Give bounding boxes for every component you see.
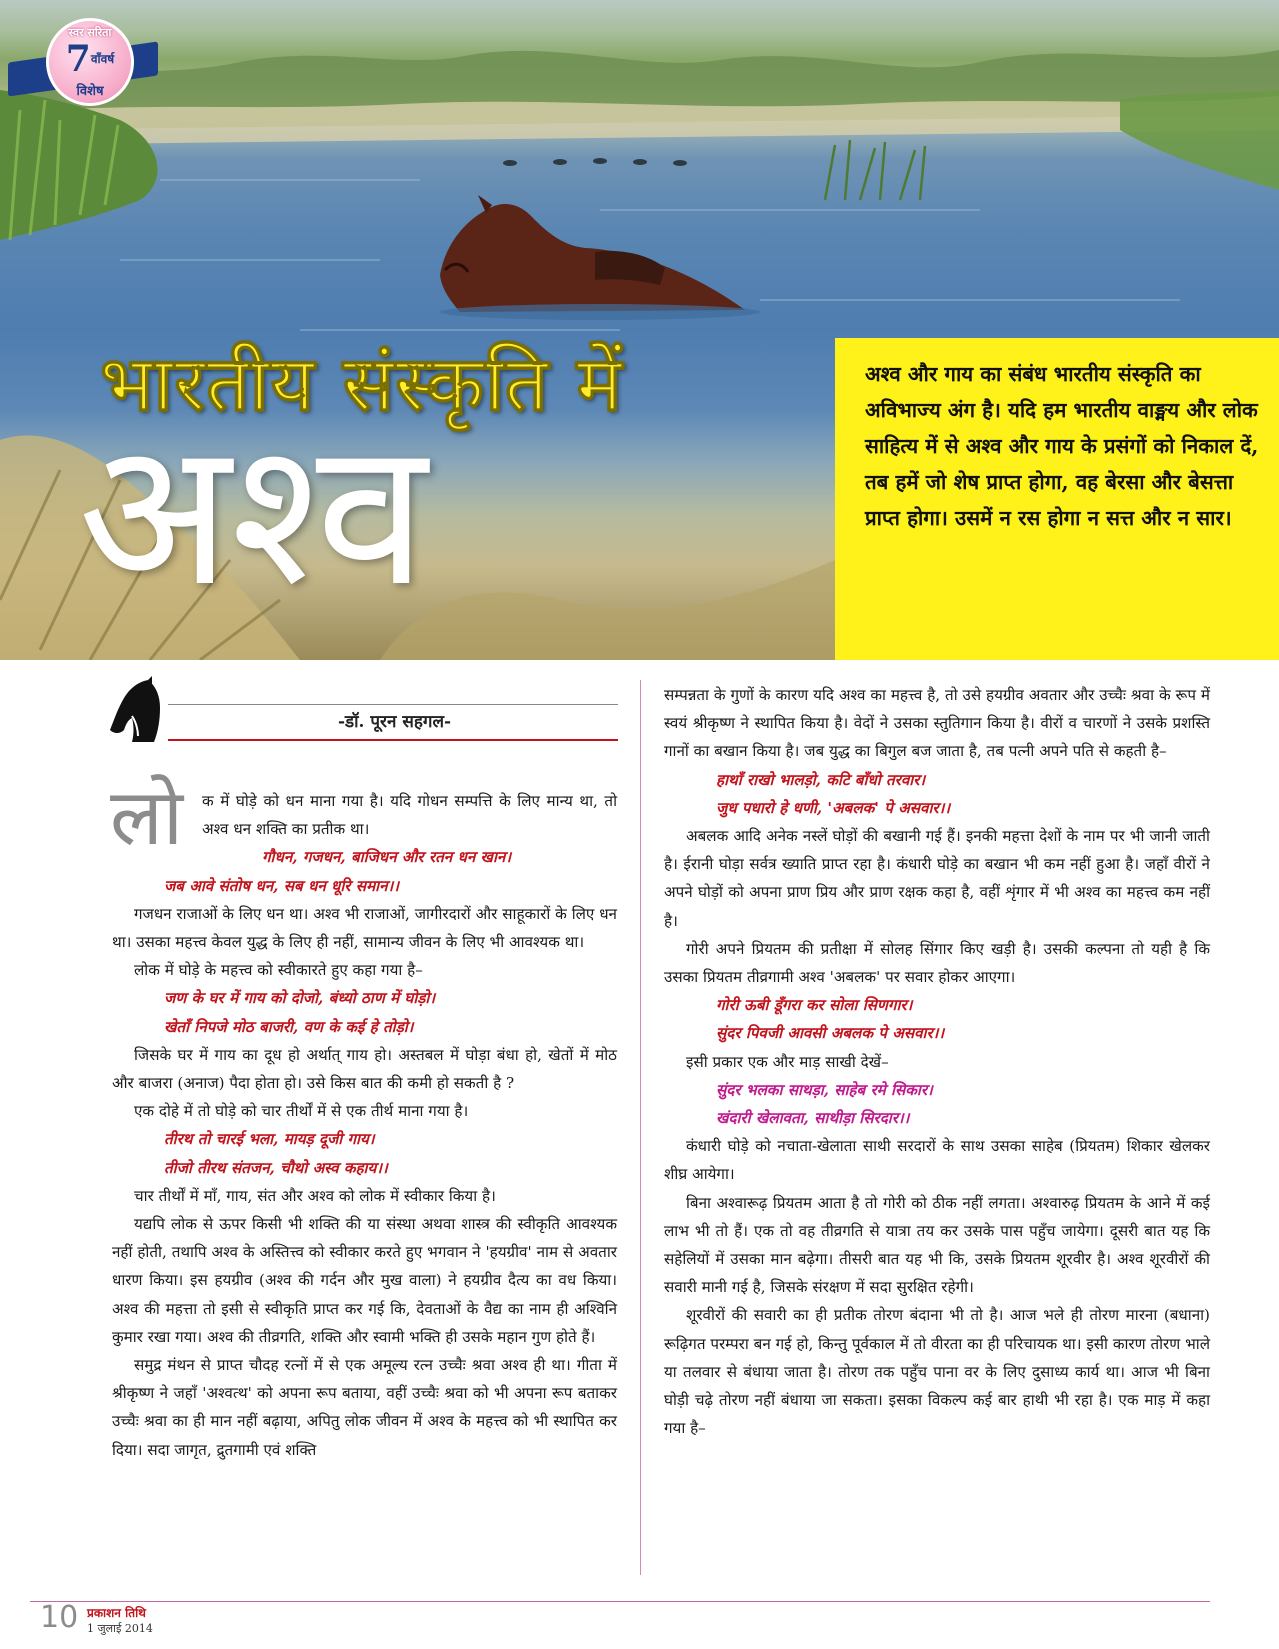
verse-line: हाथाँ राखो भालड़ो, कटि बाँधो तरवार। — [716, 770, 926, 789]
paragraph: क में घोड़े को धन माना गया है। यदि गोधन सम्पत्ति के लिए मान्य था, तो अश्व धन शक्ति का प्रतीक था। — [202, 792, 617, 839]
verse-line: तीरथ तो चारई भला, मायड़ दूजी गाय। — [164, 1130, 375, 1149]
verse-line: जुध पधारो हे धणी, 'अबलक' पे असवार।। — [716, 798, 951, 817]
intro-callout-box — [835, 338, 1279, 660]
verse-line: गौधन, गजधन, बाजिधन और रतन धन खान। — [262, 848, 512, 867]
column-divider — [640, 680, 641, 1575]
paragraph: एक दोहे में तो घोड़े को चार तीर्थों में से एक तीर्थ माना गया है। — [134, 1102, 469, 1121]
badge-number-digit: 7 — [65, 38, 91, 80]
footer-publication-label: प्रकाशन तिथि — [87, 1606, 146, 1620]
byline-rule-top — [168, 704, 618, 705]
paragraph: बिना अश्वारूढ़ प्रियतम आता है तो गोरी को ठीक नहीं लगता। अश्वारुढ़ प्रियतम के आने में कई लाभ भी तो हैं। एक तो वह तीव्रगति से यात्रा तय कर उसके पास पहुँच जायेगा। दूसरी बात यह कि सहेलियों में उसका मान बढ़ेगा। तीसरी बात यह भी कि, उसके प्रियतम शूरवीर है। अश्व शूरवीरों की सवारी मानी गई है, जिसके संरक्षण में सदा सुरक्षित रहेगी। — [664, 1193, 1210, 1297]
horse-shape — [440, 195, 760, 320]
intro-callout-text: अश्व और गाय का संबंध भारतीय संस्कृति का अविभाज्य अंग है। यदि हम भारतीय वाङ्मय और लोक साहित्य में से अश्व और गाय के प्रसंगों को निकाल दें, तब हमें जो शेष प्राप्त होगा, वह बेरसा और बेसत्ता प्राप्त होगा। उसमें न रस होगा न सत्त और न सार। — [865, 362, 1259, 530]
author-byline: -डॉ. पूरन सहगल- — [338, 712, 452, 732]
horse-head-icon — [108, 676, 168, 746]
article-column-left — [112, 787, 617, 1464]
paragraph: कंधारी घोड़े को नचाता-खेलाता साथी सरदारों के साथ उसका साहेब (प्रियतम) शिकार खेलकर शीघ्र आयेगा। — [664, 1137, 1210, 1184]
article-title-line2: अश्व — [78, 398, 428, 631]
verse-line: खंदारी खेलावता, साथीड़ा सिरदार।। — [716, 1109, 910, 1128]
paragraph: समुद्र मंथन से प्राप्त चौदह रत्नों में से एक अमूल्य रत्न उच्चैः श्रवा अश्व ही था। गीता में श्रीकृष्ण ने जहाँ 'अश्वत्थ' को अपना रूप बताया, वहीं उच्चैः श्रवा को भी अपना रूप बताकर उच्चैः श्रवा का ही मान नहीं बढ़ाया, अपितु लोक जीवन में अश्व के महत्त्व को भी स्थापित कर दिया। सदा जागृत, द्रुतगामी एवं शक्ति — [112, 1356, 617, 1459]
article-column-right — [664, 681, 1210, 1442]
verse-line: तीजो तीरथ संतजन, चौथो अस्व कहाय।। — [164, 1158, 388, 1177]
paragraph: सम्पन्नता के गुणों के कारण यदि अश्व का महत्त्व है, तो उसे हयग्रीव अवतार और उच्चैः श्रवा के रूप में स्वयं श्रीकृष्ण ने स्थापित किया है। वेदों ने उसका स्तुतिगान किया है। वीरों व चारणों ने उसके प्रशस्ति गानों का बखान किया है। जब युद्ध का बिगुल बज जाता है, तब पत्नी अपने पति से कहती है– — [664, 686, 1210, 761]
verse-line: जब आवे संतोष धन, सब धन धूरि समान।। — [164, 876, 400, 895]
page-number: 10 — [40, 1600, 79, 1635]
paragraph: जिसके घर में गाय का दूध हो अर्थात् गाय हो। अस्तबल में घोड़ा बंधा हो, खेतों में मोठ और बाजरा (अनाज) पैदा होता हो। उसे किस बात की कमी हो सकती है ? — [112, 1045, 617, 1093]
badge-year-word: वर्ष — [100, 52, 115, 66]
verse-line: सुंदर पिवजी आवसी अबलक पे असवार।। — [716, 1024, 945, 1043]
article-title-line1: भारतीय संस्कृति में — [100, 339, 623, 428]
footer-rule — [30, 1601, 1210, 1602]
verse-line: जण के घर में गाय को दोजो, बंध्यो ठाण में घोड़ो। — [164, 989, 436, 1008]
paragraph: यद्यपि लोक से ऊपर किसी भी शक्ति की या संस्था अथवा शास्त्र की स्वीकृति आवश्यक नहीं होती, तथापि अश्व के अस्तित्त्व को स्वीकार करते हुए भगवान ने 'हयग्रीव' नाम से अवतार धारण किया। इस हयग्रीव (अश्व की गर्दन और मुख वाला) ने हयग्रीव दैत्य का वध किया। अश्व की महत्ता तो इसी से स्वीकृति प्राप्त कर गई कि, देवताओं के वैद्य का नाम ही अश्विनि कुमार रखा गया। अश्व की तीव्रगति, शक्ति और स्वामी भक्ति ही उसके महान गुण होते हैं। — [112, 1215, 617, 1346]
byline-rule-bottom — [168, 739, 618, 741]
badge-circle — [46, 18, 134, 106]
verse-line: गोरी ऊबी डूँगरा कर सोला सिणगार। — [716, 996, 913, 1015]
badge-number-suffix: वाँ — [90, 52, 101, 66]
anniversary-badge — [8, 12, 158, 117]
badge-number — [49, 39, 131, 79]
footer-date: 1 जुलाई 2014 — [87, 1622, 153, 1635]
verse-line: खेताँ निपजे मोठ बाजरी, वण के कई हे तोड़ो। — [164, 1017, 414, 1036]
badge-magazine-name: स्वर सरिता — [68, 26, 112, 39]
badge-special-label: विशेष — [76, 84, 104, 99]
paragraph: अबलक आदि अनेक नस्लें घोड़ों की बखानी गई हैं। इनकी महत्ता देशों के नाम पर भी जानी जाती है। ईरानी घोड़ा सर्वत्र ख्याति प्राप्त रहा है। कंधारी घोड़े का बखान भी कम नहीं हुआ है। जहाँ वीरों ने अपने घोड़ों को अपना प्राण प्रिय और प्राण रक्षक कहा है, वहीं शृंगार में भी अश्व का महत्त्व कम नहीं है। — [664, 827, 1210, 930]
paragraph: चार तीर्थों में माँ, गाय, संत और अश्व को लोक में स्वीकार किया है। — [134, 1186, 496, 1205]
paragraph: शूरवीरों की सवारी का ही प्रतीक तोरण बंदाना भी तो है। आज भले ही तोरण मारना (बधाना) रूढ़िगत परम्परा बन गई हो, किन्तु पूर्वकाल में तो वीरता का ही परिचायक था। इसी कारण तोरण भाले या तलवार से बंधाया जाता है। तोरण तक पहुँच पाना वर के लिए दुसाध्य कार्य था। आज भी बिना घोड़ी चढ़े तोरण नहीं बंधाया जा सकता। इसका विकल्प कई बार हाथी भी रहा है। एक माड़ में कहा गया है– — [664, 1306, 1210, 1438]
paragraph: लोक में घोड़े के महत्त्व को स्वीकारते हुए कहा गया है– — [134, 961, 423, 980]
byline-area — [108, 676, 618, 756]
paragraph: इसी प्रकार एक और माड़ साखी देखें– — [686, 1052, 889, 1071]
drop-cap: लो — [110, 773, 184, 863]
verse-line: सुंदर भलका साथड़ा, साहेब रमे सिकार। — [716, 1080, 933, 1099]
paragraph: गोरी अपने प्रियतम की प्रतीक्षा में सोलह सिंगार किए खड़ी है। उसकी कल्पना तो यही है कि उसका प्रियतम तीव्रगामी अश्व 'अबलक' पर सवार होकर आएगा। — [664, 939, 1210, 987]
paragraph: गजधन राजाओं के लिए धन था। अश्व भी राजाओं, जागीरदारों और साहूकारों के लिए धन था। उसका महत्त्व केवल युद्ध के लिए ही नहीं, सामान्य जीवन के लिए भी आवश्यक था। — [112, 904, 617, 952]
